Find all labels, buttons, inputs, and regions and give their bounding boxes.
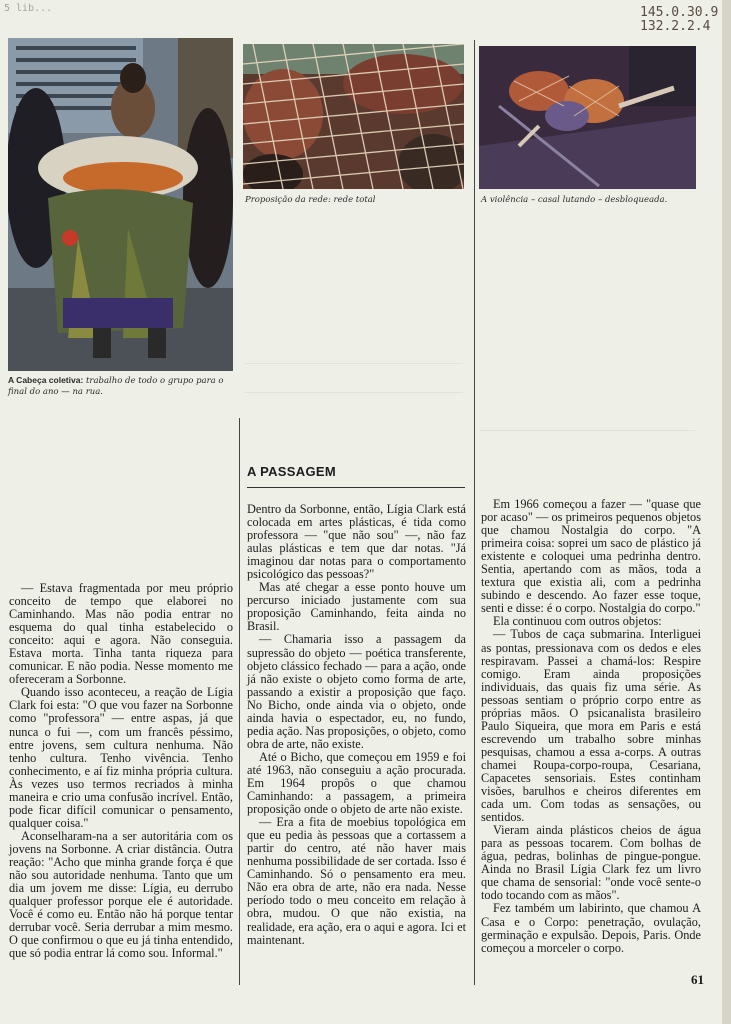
caption-2-text: Proposição da rede: rede total (245, 195, 376, 205)
caption-1-title: A Cabeça coletiva: (8, 375, 84, 385)
text-column-3 (481, 498, 701, 955)
paragraph: Ela continuou com outros objetos: (493, 614, 662, 629)
section-heading: A PASSAGEM (247, 464, 336, 479)
archive-mark-right (640, 6, 718, 34)
paragraph: Quando isso aconteceu, a reação de Lígia Clark foi esta: "O que vou fazer na Sorbonne como "professora" — entre aspas, já que nunca o fui —, com um francês péssimo, entre jovens, sem cultura nenhuma. Não tenho cultura. Tenho vivência. Tenho conhecimento, e aí fiz minha própria cultura. Às vezes uso termos recriados à minha maneira e crio uma confusão incrível. Então, pode ficar difícil comunicar o pensamento, qualquer coisa." (9, 685, 233, 830)
paragraph: — Era a fita de moebius topológica em que eu pedia às pessoas que a cortassem a partir do centro, até não haver mais nenhuma possibilidade de ser cortada. Isso é Caminhando. Só o pensamento era meu. Não era obra de arte, não era nada. Nesse período todo o meu conceito em relação à obra, mudou. O que não existia, na realidade, era ação, era o aqui e agora. Ici et maintenant. (247, 815, 466, 947)
paragraph: — Estava fragmentada por meu próprio conceito de tempo que elaborei no Caminhando. Mas não podia entrar no esquema do qual tinha estabelecido o conceito: aqui e agora. Não conseguia. Estava morta. Tinha tanta riqueza para comunicar. E não podia. Nesse momento me ofereceram a Sorbonne. (9, 581, 233, 687)
paragraph: — Tubos de caça submarina. Interliguei as pontas, pressionava com os dedos e eles respiravam. Passei a chamá-los: Respire comigo. Eram ainda proposições individuais, das quais fiz uma série. As pessoas sentiam o próprio corpo entre as próprias mãos. O psicanalista brasileiro Paulo Siqueira, que mora em Paris e está escrevendo um trabalho sobre minhas pesquisas, chamou a essa a-corps. A outras chamei Roupa-corpo-roupa, Cesariana, Capacetes sensoriais. Estes continham visões, barulhos e cheiros diferentes em cada um. Com todas as sensações, ou sentidos. (481, 627, 701, 825)
paragraph: Mas até chegar a esse ponto houve um percurso iniciado justamente com sua proposição Caminhando, feita ainda no Brasil. (247, 580, 466, 634)
archive-number-1: 145.0.30.9 (640, 5, 719, 20)
caption-photo-2 (245, 195, 465, 206)
page-number: 61 (691, 972, 704, 987)
caption-1-text: trabalho de todo o grupo para o final do ano — na rua. (8, 376, 224, 397)
caption-3-text: A violência – casal lutando – desbloqueada. (481, 195, 668, 205)
paragraph: Vieram ainda plásticos cheios de água para as pessoas tocarem. Com bolhas de água, pedras, bolinhas de pingue-pongue. Ainda no Brasil Lígia Clark fez um livro que chama de sensorial: "onde você sente-o todo tocando com as mãos". (481, 823, 701, 903)
archive-number-2: 132.2.2.4 (640, 19, 711, 34)
page-edge (722, 0, 731, 1024)
photo-a-violencia (479, 46, 696, 189)
show-through-line (245, 392, 463, 393)
paragraph: Fez também um labirinto, que chamou A Casa e o Corpo: penetração, ovulação, germinação e expulsão. Depois, Paris. Onde começou a morceler o corpo. (481, 901, 701, 955)
column-rule-2 (474, 40, 475, 985)
photo-cabeca-coletiva (8, 38, 233, 371)
photo-proposicao-da-rede (243, 44, 464, 189)
text-column-2 (247, 503, 466, 947)
column-rule-1 (239, 418, 240, 985)
paragraph: Até o Bicho, que começou em 1959 e foi até 1963, não conseguiu a ação procurada. Em 1964 propôs o que chamou Caminhando: a passagem, a primeira proposição onde o objeto de arte não existe. (247, 749, 466, 817)
paragraph: — Chamaria isso a passagem da supressão do objeto — poética transferente, objeto clássico fechado — para a ação, onde já não existe o objeto como forma de arte, passando a existir a proposição que faço. No Bicho, onde ainda via o objeto, onde ainda havia o espectador, eu, no fundo, pedia ação. Nas proposições, o objeto, como obra de arte, não existe. (247, 632, 466, 751)
caption-photo-3 (481, 195, 701, 206)
paragraph: Dentro da Sorbonne, então, Lígia Clark está colocada em artes plásticas, é tida como professora — "que não sou" —, não faz aulas plásticas e tem que dar notas. "Já imaginou dar notas para o comportamento psicológico das pessoas?" (247, 502, 466, 582)
show-through-line (480, 430, 695, 431)
heading-rule (247, 487, 465, 488)
text-column-1 (9, 582, 233, 960)
archive-mark-left: 5 lib... (4, 3, 53, 14)
caption-photo-1 (8, 375, 236, 398)
paragraph: Em 1966 começou a fazer — "quase que por acaso" — os primeiros pequenos objetos que chamou Nostalgia do corpo. "A primeira coisa: soprei um saco de plástico já existente e coloquei uma pedrinha dentro. Sentia, apertando com as mãos, toda a textura que existia ali, com a pedrinha subindo e descendo. Ao fazer esse toque, senti e disse: é o corpo. Nostalgia do corpo." (481, 497, 701, 616)
paragraph: Aconselharam-na a ser autoritária com os jovens na Sorbonne. A criar distância. Outra reação: "Acho que minha grande força é que não sou autoridade nenhuma. Tanto que um dia um jovem me disse: Lígia, eu derrubo qualquer professor porque ele é autoridade. Você é como eu. Então não há porque tentar derrubar você. Seria derrubar a mim mesmo. O que confirmou o que eu já tinha entendido, que só podia entrar lá como sou. Informal." (9, 828, 233, 961)
show-through-line (245, 363, 463, 364)
